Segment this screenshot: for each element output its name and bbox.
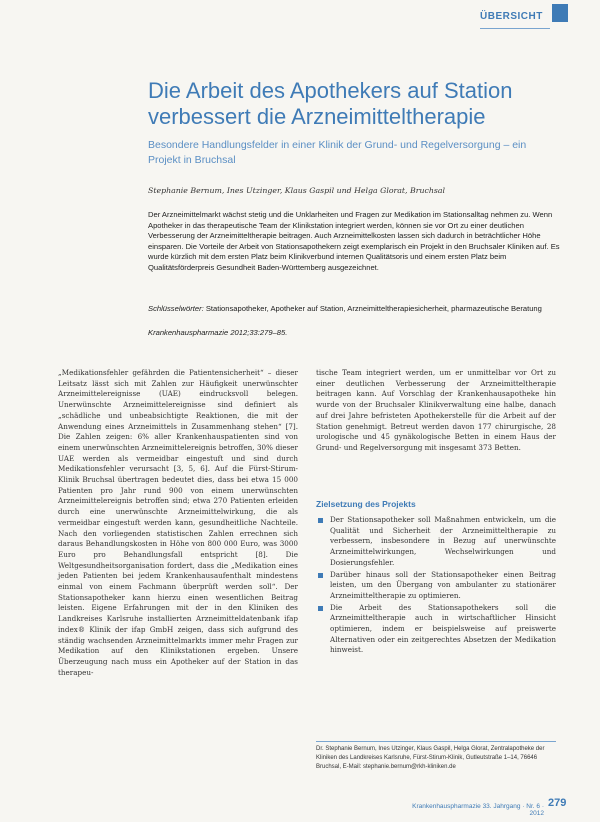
- journal-footer: Krankenhauspharmazie 33. Jahrgang · Nr. 6 · 2012: [412, 803, 544, 817]
- body-text-right-column: tische Team integriert werden, um er unmittelbar vor Ort zu einer deutlichen Verbesserung der Arzneimitteltherapie beitragen kann. Auf Vorschlag der Krankenhausapotheke hin wurde von der Bruchsaler Klinikverwaltung eine halbe, danach auf drei Jahre befristeten Apothekerstelle für die Arbeit auf der Station genehmigt. Betreut werden davon 177 chirurgische, 28 urologische und 45 gynäkologische Betten in einem Haus der Grund- und Regelversorgung mit insgesamt 373 Betten.: [316, 368, 556, 452]
- goals-list: [316, 515, 556, 657]
- list-item: [316, 603, 556, 657]
- article-title: Die Arbeit des Apothekers auf Station verbessert die Arzneimitteltherapie: [148, 78, 513, 129]
- list-item-text: Der Stationsapotheker soll Maßnahmen entwickeln, um die Qualität und Sicherheit der Arzneimitteltherapie zu verbessern, insbesondere in Bezug auf unerwünschte Arzneimittelwirkungen, Wechselwirkungen und Dosierungsfehler.: [330, 515, 556, 567]
- author-footnote: Dr. Stephanie Bernum, Ines Utzinger, Klaus Gaspil, Helga Glorat, Zentralapotheke der Kliniken des Landkreises Karlsruhe, Fürst-Stirum-Klinik, Gutleutstraße 1–14, 76646 Bruchsal, E-Mail: stephanie.bernum@rkh-kliniken.de: [316, 746, 545, 770]
- article-citation: Krankenhauspharmazie 2012;33:279–85.: [148, 328, 288, 337]
- section-heading: Zielsetzung des Projekts: [316, 499, 416, 509]
- article-abstract: Der Arzneimittelmarkt wächst stetig und die Unklarheiten und Fragen zur Medikation im Stationsalltag nehmen zu. Wenn Apotheker in das therapeutische Team der Klinikstation integriert werden, können sie vor Ort zu einer deutlichen Verbesserung der Arzneimitteltherapie beitragen. Auch Arzneimittelkosten lassen sich dadurch in beträchtlicher Höhe einsparen. Die Vorteile der Arbeit von Stationsapothekern zeigt exemplarisch ein Projekt in den Bruchsaler Kliniken auf. Es wurde kürzlich mit dem ersten Platz beim Klinikverbund internen Qualitätsoris und einem ersten Platz beim Qualitätsförderpreis Gesundheit Baden-Württemberg ausgezeichnet.: [148, 210, 560, 272]
- bullet-square-icon: [318, 573, 323, 578]
- article-authors: Stephanie Bernum, Ines Utzinger, Klaus Gaspil und Helga Glorat, Bruchsal: [148, 186, 446, 195]
- keywords-text: Stationsapotheker, Apotheker auf Station, Arzneimitteltherapiesicherheit, pharmazeutische Beratung: [205, 304, 542, 313]
- section-marker: [552, 4, 568, 22]
- page-number: 279: [548, 797, 567, 809]
- keywords-label: Schlüsselwörter:: [148, 304, 204, 313]
- bullet-square-icon: [318, 518, 323, 523]
- list-item-text: Die Arbeit des Stationsapothekers soll die Arzneimitteltherapie auch in wirtschaftlicher Hinsicht optimieren, indem er beispielsweise auf preiswerte Alternativen oder ein zeitgerechtes Absetzen der Medikation hinweist.: [330, 602, 556, 655]
- keywords: [148, 304, 568, 315]
- section-label: ÜBERSICHT: [480, 8, 550, 29]
- article-subtitle: Besondere Handlungsfelder in einer Klinik der Grund- und Regelversorgung – ein Projekt in Bruchsal: [148, 139, 527, 166]
- body-text-left-column: „Medikationsfehler gefährden die Patientensicherheit“ – dieser Leitsatz lässt sich mit Zahlen zur Häufigkeit unerwünschter Arzneimittelereignisse (UAE) eindrucksvoll belegen. Unerwünschte Arzneimittelereignisse sind definiert als „schädliche und unbeabsichtigte Reaktionen, die mit der Anwendung eines Arzneimittels in Zusammenhang stehen“ [7]. Die Zahlen zeigen: 6% aller Krankenhauspatienten sind von einem unerwünschten Arzneimittelereignis betroffen, 30% dieser UAE werden als vermeidbar eingestuft und sind durch Medikationsfehler verursacht [3, 5, 6]. Auf die Fürst-Stirum-Klinik Bruchsal übertragen bedeutet dies, dass bei etwa 15 000 Patienten pro Jahr rund 900 von einem unerwünschten Arzneimittelereignis betroffen sind; etwa 270 Patienten erleiden durch eine unerwünschte Arzneimittelwirkung, die als vermeidbar eingestuft werden kann, gesundheitliche Nachteile. Nach den vorliegenden statistischen Zahlen errechnen sich daraus Behandlungskosten in Höhe von 800 000 Euro, was 3000 Euro pro Behandlungsfall entspricht [8]. Die Weltgesundheitsorganisation fordert, dass die „Medikation eines jeden Patienten bei jedem Krankenhausaufenthalt mindestens einmal von einem Fachmann überprüft werden soll“. Der Stationsapotheker kann hierzu einen wesentlichen Beitrag leisten. Eigene Erfahrungen mit der in den Kliniken des Landkreises Karlsruhe installierten Arzneimitteldatenbank ifap index® Klinik der ifap GmbH zeigen, dass sich aufgrund des ständig wachsenden Arzneimittelmarkts immer mehr Fragen zur Medikation auf den Klinikstationen ergeben. Unsere Überzeugung nach muss ein Apotheker auf der Station in das therapeu-: [58, 368, 298, 677]
- list-item: [316, 515, 556, 569]
- footnote-divider: [316, 741, 556, 742]
- list-item-text: Darüber hinaus soll der Stationsapotheker einen Beitrag leisten, um den Übergang von ambulanter zu stationärer Arzneimitteltherapie zu optimieren.: [330, 569, 556, 600]
- list-item: [316, 570, 556, 602]
- bullet-square-icon: [318, 606, 323, 611]
